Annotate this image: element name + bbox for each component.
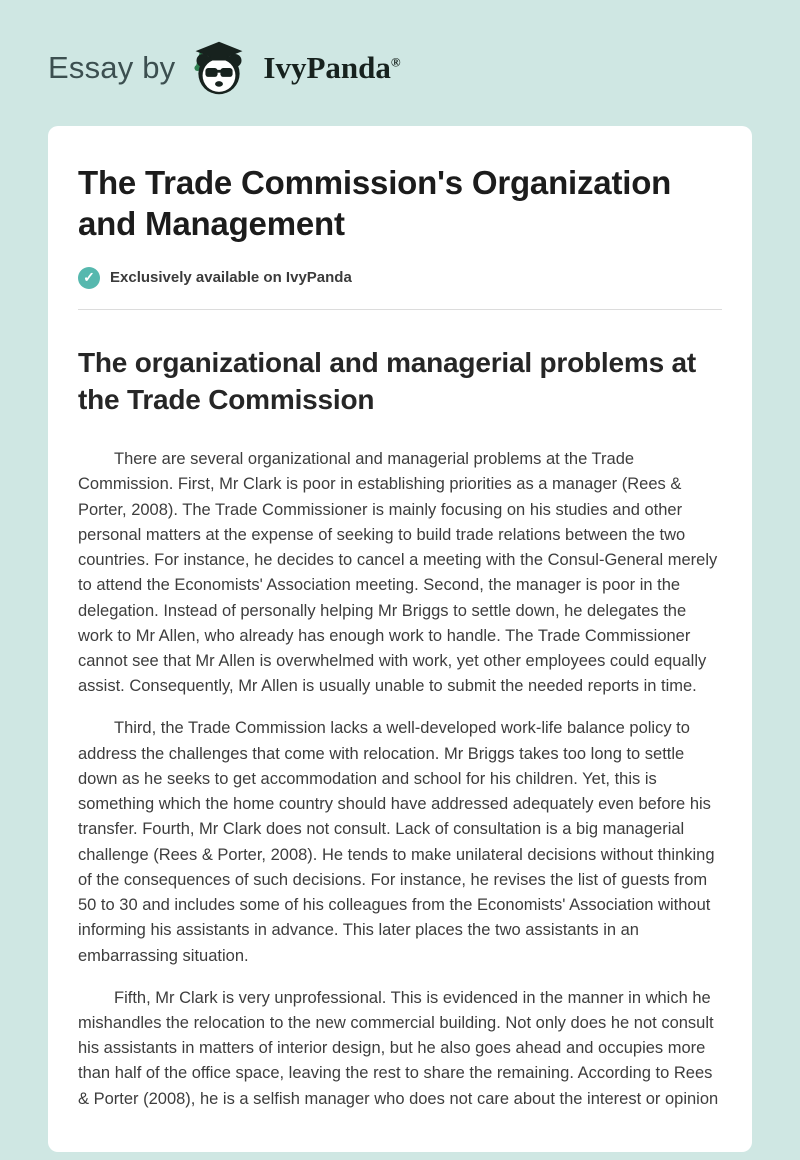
brand-name xyxy=(263,50,400,86)
essay-paragraph-2: Third, the Trade Commission lacks a well-developed work-life balance policy to address the challenges that come with relocation. Mr Briggs takes too long to settle down as he seeks to get accommodation and school for his children. Yet, this is something which the home country should have addressed adequately even before his transfer. Fourth, Mr Clark does not consult. Lack of consultation is a big managerial challenge (Rees & Porter, 2008). He tends to make unilateral decisions without thinking of the consequences of such decisions. For instance, he revises the list of guests from 50 to 30 and includes some of his colleagues from the Economists' Association without informing his assistants in advance. This later places the two assistants in an embarrassing situation. xyxy=(78,719,715,965)
checkmark-icon: ✓ xyxy=(78,267,100,289)
availability-badge-label: Exclusively available on IvyPanda xyxy=(110,269,352,286)
ivypanda-panda-logo-icon xyxy=(189,38,249,98)
header xyxy=(0,0,800,126)
section-heading: The organizational and managerial problems at the Trade Commission xyxy=(78,346,697,416)
essay-card xyxy=(48,126,752,1152)
essay-by-label: Essay by xyxy=(48,50,176,85)
essay-paragraph-3: Fifth, Mr Clark is very unprofessional. This is evidenced in the manner in which he mishandles the relocation to the new commercial building. Not only does he not consult his assistants in matters of interior design, but he also goes ahead and occupies more than half of the office space, leaving the rest to share the remaining. According to Rees & Porter (2008), he is a selfish manager who does not care about the interest or opinion xyxy=(78,988,719,1108)
essay-paragraph-1: There are several organizational and managerial problems at the Trade Commission. First, Mr Clark is poor in establishing priorities as a manager (Rees & Porter, 2008). The Trade Commissioner is mainly focusing on his studies and other personal matters at the expense of seeking to build trade relations between the two countries. For instance, he decides to cancel a meeting with the Consul-General merely to attend the Economists' Association meeting. Second, the manager is poor in the delegation. Instead of personally helping Mr Briggs to settle down, he delegates the work to Mr Allen, who already has enough work to handle. The Trade Commissioner cannot see that Mr Allen is overwhelmed with work, yet other employees could equally assist. Consequently, Mr Allen is usually unable to submit the needed reports in time. xyxy=(78,450,718,696)
divider xyxy=(78,309,722,310)
essay-title: The Trade Commission's Organization and Management xyxy=(78,164,672,243)
availability-badge xyxy=(78,267,722,289)
brand-text: IvyPanda xyxy=(263,50,391,85)
registered-mark: ® xyxy=(390,54,401,70)
